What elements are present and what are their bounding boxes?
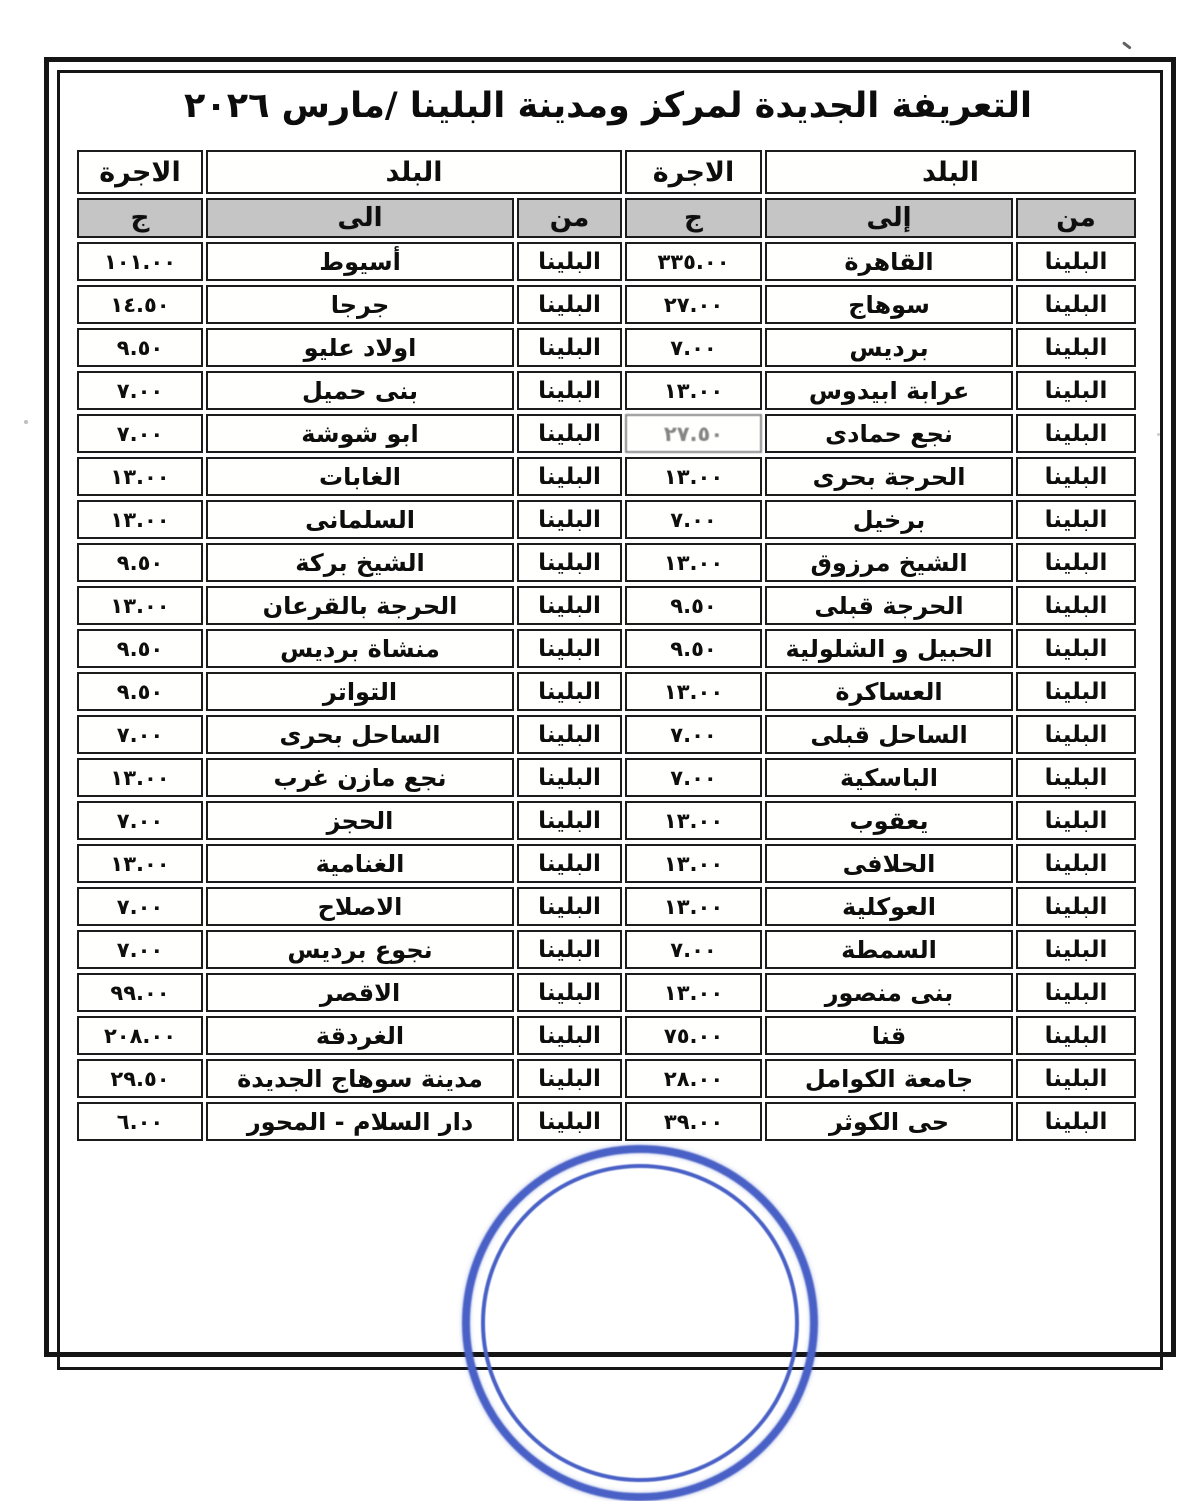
fare-left-cell: ٢٩.٥٠ [77,1059,203,1098]
from-right-cell: البلينا [1016,457,1136,496]
from-left-cell: البلينا [517,715,622,754]
from-left-cell: البلينا [517,371,622,410]
dest-right-cell: حى الكوثر [765,1102,1013,1141]
fare-left-cell: ٩٩.٠٠ [77,973,203,1012]
scan-speck [24,420,28,424]
dest-left-cell: الغنامية [206,844,514,883]
from-left-cell: البلينا [517,586,622,625]
dest-right-cell: نجع حمادى [765,414,1013,453]
dest-left-cell: الغابات [206,457,514,496]
from-left-cell: البلينا [517,328,622,367]
from-right-cell: البلينا [1016,543,1136,582]
table-row [77,973,1136,1012]
from-right-cell: البلينا [1016,715,1136,754]
col-header-from-left: من [517,198,622,238]
fare-left-cell: ٩.٥٠ [77,672,203,711]
table-row [77,457,1136,496]
scan-tick-artifact [1122,41,1131,49]
table-row [77,930,1136,969]
col-header-fare-left: ج [77,198,203,238]
from-left-cell: البلينا [517,285,622,324]
from-right-cell: البلينا [1016,887,1136,926]
fare-group-header-right: الاجرة [625,150,762,194]
dest-left-cell: أسيوط [206,242,514,281]
dest-left-cell: الاصلاح [206,887,514,926]
table-row [77,371,1136,410]
fare-left-cell: ٧.٠٠ [77,930,203,969]
from-right-cell: البلينا [1016,285,1136,324]
fare-right-cell: ٢٧.٠٠ [625,285,762,324]
col-header-from-right: من [1016,198,1136,238]
official-stamp-inner-ring [481,1164,799,1482]
fare-right-cell: ٣٩.٠٠ [625,1102,762,1141]
from-left-cell: البلينا [517,500,622,539]
from-left-cell: البلينا [517,629,622,668]
document-title: التعريفة الجديدة لمركز ومدينة البلينا /مارس ٢٠٢٦ [184,86,1032,126]
table-row [77,887,1136,926]
dest-left-cell: التواتر [206,672,514,711]
fare-left-cell: ٧.٠٠ [77,715,203,754]
dest-left-cell: جرجا [206,285,514,324]
from-right-cell: البلينا [1016,242,1136,281]
dest-right-cell: العساكرة [765,672,1013,711]
fare-right-cell: ١٣.٠٠ [625,887,762,926]
table-row [77,586,1136,625]
dest-right-cell: جامعة الكوامل [765,1059,1013,1098]
from-right-cell: البلينا [1016,629,1136,668]
fare-left-cell: ٩.٥٠ [77,328,203,367]
table-row [77,629,1136,668]
dest-left-cell: السلمانى [206,500,514,539]
fare-right-cell: ١٣.٠٠ [625,844,762,883]
fare-right-cell: ١٣.٠٠ [625,801,762,840]
fare-left-cell: ١٣.٠٠ [77,500,203,539]
dest-right-cell: الحبيل و الشلولية [765,629,1013,668]
from-left-cell: البلينا [517,242,622,281]
from-left-cell: البلينا [517,758,622,797]
from-right-cell: البلينا [1016,672,1136,711]
from-left-cell: البلينا [517,973,622,1012]
from-left-cell: البلينا [517,414,622,453]
dest-left-cell: نجوع برديس [206,930,514,969]
table-row [77,500,1136,539]
fare-right-cell: ١٣.٠٠ [625,672,762,711]
from-left-cell: البلينا [517,1016,622,1055]
col-header-fare-right: ج [625,198,762,238]
dest-left-cell: منشاة برديس [206,629,514,668]
dest-right-cell: عرابة ابيدوس [765,371,1013,410]
fare-left-cell: ٧.٠٠ [77,801,203,840]
fare-left-cell: ٦.٠٠ [77,1102,203,1141]
fare-right-cell: ٧.٠٠ [625,930,762,969]
table-row [77,414,1136,453]
from-left-cell: البلينا [517,801,622,840]
from-right-cell: البلينا [1016,371,1136,410]
from-right-cell: البلينا [1016,758,1136,797]
fare-left-cell: ١٣.٠٠ [77,844,203,883]
fare-left-cell: ٧.٠٠ [77,887,203,926]
table-row [77,715,1136,754]
fare-group-header-left: الاجرة [77,150,203,194]
dest-right-cell: برديس [765,328,1013,367]
dest-left-cell: نجع مازن غرب [206,758,514,797]
country-group-header-left: البلد [206,150,622,194]
dest-left-cell: الحرجة بالقرعان [206,586,514,625]
dest-right-cell: سوهاج [765,285,1013,324]
dest-left-cell: الاقصر [206,973,514,1012]
dest-right-cell: العوكلية [765,887,1013,926]
from-right-cell: البلينا [1016,844,1136,883]
dest-right-cell: قنا [765,1016,1013,1055]
fare-right-cell: ٢٧.٥٠ [625,414,762,453]
fare-right-cell: ٧.٠٠ [625,715,762,754]
from-right-cell: البلينا [1016,1059,1136,1098]
from-right-cell: البلينا [1016,973,1136,1012]
from-left-cell: البلينا [517,672,622,711]
from-right-cell: البلينا [1016,328,1136,367]
dest-left-cell: الشيخ بركة [206,543,514,582]
fare-left-cell: ٧.٠٠ [77,414,203,453]
fare-right-cell: ١٣.٠٠ [625,543,762,582]
dest-right-cell: الساحل قبلى [765,715,1013,754]
dest-left-cell: مدينة سوهاج الجديدة [206,1059,514,1098]
dest-left-cell: دار السلام - المحور [206,1102,514,1141]
from-right-cell: البلينا [1016,414,1136,453]
table-row [77,844,1136,883]
col-header-to-right: إلى [765,198,1013,238]
dest-right-cell: بنى منصور [765,973,1013,1012]
from-left-cell: البلينا [517,543,622,582]
from-right-cell: البلينا [1016,930,1136,969]
table-row [77,1016,1136,1055]
fare-left-cell: ١٣.٠٠ [77,758,203,797]
table-subheader-row [77,198,1136,238]
dest-right-cell: الحلافى [765,844,1013,883]
fare-right-cell: ٧.٠٠ [625,500,762,539]
fare-left-cell: ١٤.٥٠ [77,285,203,324]
dest-right-cell: يعقوب [765,801,1013,840]
dest-left-cell: الساحل بحرى [206,715,514,754]
dest-left-cell: الغردقة [206,1016,514,1055]
table-row [77,672,1136,711]
dest-right-cell: الباسكية [765,758,1013,797]
dest-left-cell: بنى حميل [206,371,514,410]
fare-left-cell: ٩.٥٠ [77,543,203,582]
table-row [77,1102,1136,1141]
table-group-header-row [77,150,1136,194]
from-right-cell: البلينا [1016,1102,1136,1141]
fare-left-cell: ١٣.٠٠ [77,457,203,496]
table-row [77,285,1136,324]
dest-right-cell: القاهرة [765,242,1013,281]
table-row [77,1059,1136,1098]
from-right-cell: البلينا [1016,500,1136,539]
fare-right-cell: ١٣.٠٠ [625,457,762,496]
from-left-cell: البلينا [517,457,622,496]
fare-left-cell: ١٣.٠٠ [77,586,203,625]
fare-table-body [77,242,1136,1141]
from-right-cell: البلينا [1016,586,1136,625]
fare-right-cell: ٧.٠٠ [625,328,762,367]
from-left-cell: البلينا [517,1102,622,1141]
from-left-cell: البلينا [517,844,622,883]
fare-right-cell: ٣٣٥.٠٠ [625,242,762,281]
dest-right-cell: السمطة [765,930,1013,969]
from-right-cell: البلينا [1016,801,1136,840]
dest-right-cell: الحرجة قبلى [765,586,1013,625]
table-row [77,758,1136,797]
fare-right-cell: ٧٥.٠٠ [625,1016,762,1055]
fare-table [74,146,1139,1145]
dest-left-cell: ابو شوشة [206,414,514,453]
dest-right-cell: الشيخ مرزوق [765,543,1013,582]
from-right-cell: البلينا [1016,1016,1136,1055]
from-left-cell: البلينا [517,930,622,969]
fare-right-cell: ٢٨.٠٠ [625,1059,762,1098]
scan-speck [1157,433,1160,436]
fare-right-cell: ٩.٥٠ [625,629,762,668]
table-row [77,801,1136,840]
fare-right-cell: ٧.٠٠ [625,758,762,797]
fare-left-cell: ٢٠٨.٠٠ [77,1016,203,1055]
dest-right-cell: الحرجة بحرى [765,457,1013,496]
dest-left-cell: اولاد عليو [206,328,514,367]
fare-right-cell: ١٣.٠٠ [625,371,762,410]
table-row [77,242,1136,281]
from-left-cell: البلينا [517,1059,622,1098]
dest-left-cell: الحجز [206,801,514,840]
fare-left-cell: ٩.٥٠ [77,629,203,668]
table-row [77,543,1136,582]
country-group-header-right: البلد [765,150,1136,194]
table-row [77,328,1136,367]
col-header-to-left: الى [206,198,514,238]
from-left-cell: البلينا [517,887,622,926]
fare-left-cell: ٧.٠٠ [77,371,203,410]
fare-right-cell: ١٣.٠٠ [625,973,762,1012]
dest-right-cell: برخيل [765,500,1013,539]
fare-left-cell: ١٠١.٠٠ [77,242,203,281]
fare-right-cell: ٩.٥٠ [625,586,762,625]
